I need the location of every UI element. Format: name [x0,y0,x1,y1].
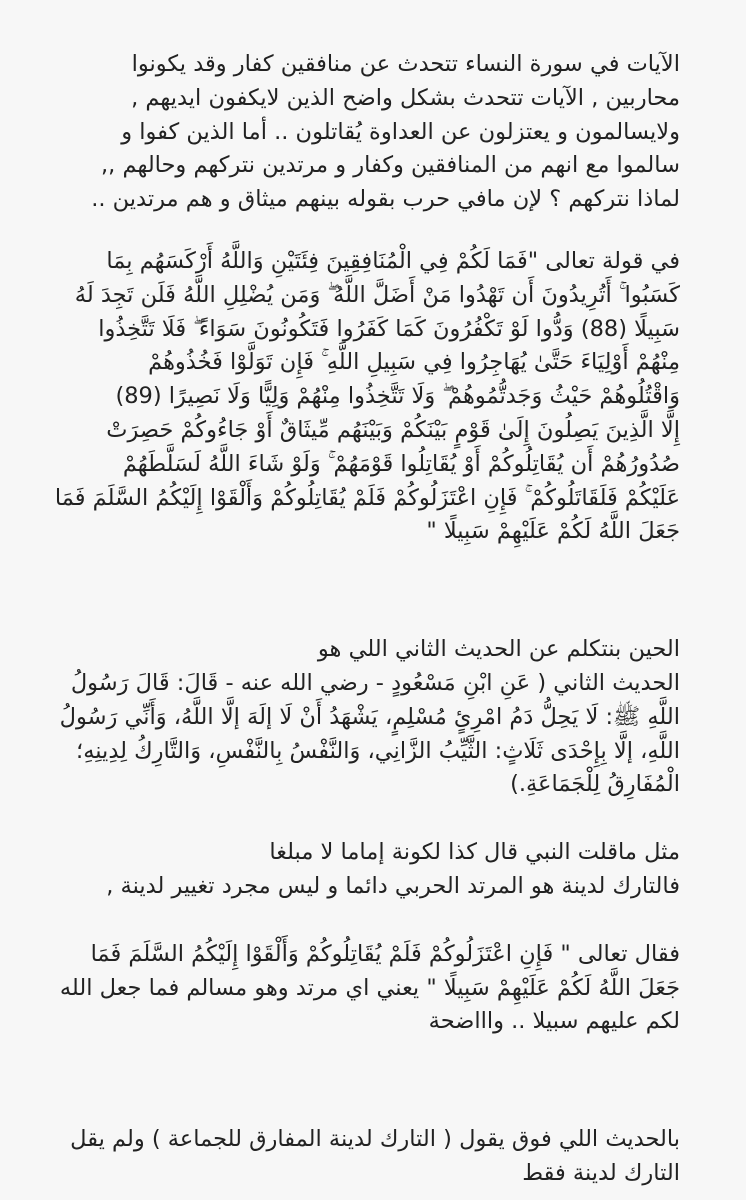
text-line: فقال تعالى " فَإِنِ اعْتَزَلُوكُمْ فَلَمْ يُقَاتِلُوكُمْ وَأَلْقَوْا إِلَيْكُمُ السَّلَمَ فَمَا [90,940,680,967]
text-line: عَلَيْكُمْ فَلَقَاتَلُوكُمْ ۚ فَإِنِ اعْتَزَلُوكُمْ فَلَمْ يُقَاتِلُوكُمْ وَأَلْقَوْا إِلَيْكُمُ السَّلَمَ فَمَا [54,484,680,511]
paragraph-apostate-note [50,836,680,904]
text-line: إِلَّا الَّذِينَ يَصِلُونَ إِلَىٰ قَوْمٍ بَيْنَكُمْ وَبَيْنَهُم مِّيثَاقٌ أَوْ جَاءُوكُمْ حَصِرَتْ [106,416,680,443]
text-line: ولايسالمون و يعتزلون عن العداوة يُقاتلون .. أما الذين كفوا و [121,118,680,145]
text-line: سالموا مع انهم من المنافقين وكفار و مرتدين نتركهم وحالهم ,, [101,152,680,179]
text-line: التارك لدينة فقط [522,1159,680,1186]
paragraph-gap [50,217,680,245]
text-line: جَعَلَ اللَّهُ لَكُمْ عَلَيْهِمْ سَبِيلًا " [426,518,680,545]
text-line: وَاقْتُلُوهُمْ حَيْثُ وَجَدتُّمُوهُمْ ۖ وَلَا تَتَّخِذُوا مِنْهُمْ وَلِيًّا وَلَا نَصِيرًا (89) [115,383,680,410]
text-line: الحديث الثاني ( عَنِ ابْنِ مَسْعُودٍ - رضي الله عنه - قَالَ: قَالَ رَسُولُ [70,669,680,696]
text-line: الآيات في سورة النساء تتحدث عن منافقين كفار وقد يكونوا [131,51,680,77]
paragraph-verse-explanation [50,938,680,1039]
paragraph-gap [50,1039,680,1123]
paragraph-quran-quote [50,245,680,549]
text-line: صُدُورُهُمْ أَن يُقَاتِلُوكُمْ أَوْ يُقَاتِلُوا قَوْمَهُمْ ۚ وَلَوْ شَاءَ اللَّهُ لَسَلَّطَهُمْ [122,450,680,477]
text-line: بالحديث اللي فوق يقول ( التارك لدينة المفارق للجماعة ) ولم يقل [70,1126,680,1153]
paragraph-gap [50,802,680,836]
text-line: لماذا نتركهم ؟ لإن مافي حرب بقوله بينهم ميثاق و هم مرتدين .. [91,186,680,213]
text-line: الحين بنتكلم عن الحديث الثاني اللي هو [317,636,680,663]
text-line: جَعَلَ اللَّهُ لَكُمْ عَلَيْهِمْ سَبِيلًا " يعني اي مرتد وهو مسالم فما جعل الله [59,974,680,1001]
text-line: لكم عليهم سبيلا .. واااضحة [428,1008,680,1035]
text-line: اللَّهِ ﷺ: لَا يَحِلُّ دَمُ امْرِئٍ مُسْلِمٍ، يَشْهَدُ أَنْ لَا إلَهَ إلَّا اللَّهُ، وَأَنِّي رَسُولُ [59,703,680,730]
paragraph-conclusion [50,1123,680,1191]
text-line: في قولة تعالى "فَمَا لَكُمْ فِي الْمُنَافِقِينَ فِئَتَيْنِ وَاللَّهُ أَرْكَسَهُم بِمَا [106,247,680,274]
text-line: محاربين , الآيات تتحدث بشكل واضح الذين لايكفون ايديهم , [131,84,680,111]
paragraph-surat-nisa-intro [50,48,680,217]
text-line: اللَّهِ، إلَّا بِإِحْدَى ثَلَاثٍ: الثَّيِّبُ الزَّانِي، وَالنَّفْسُ بِالنَّفْسِ، وَالتَّارِكُ لِدِينِهِ؛ [76,737,680,764]
text-line: الْمُفَارِقُ لِلْجَمَاعَةِ.) [510,771,680,798]
paragraph-gap [50,549,680,633]
paragraph-gap [50,904,680,938]
paragraph-hadith [50,633,680,802]
text-line: سَبِيلًا (88) وَدُّوا لَوْ تَكْفُرُونَ كَمَا كَفَرُوا فَتَكُونُونَ سَوَاءً ۖ فَلَا تَتَّخِذُوا [98,315,680,342]
text-line: مِنْهُمْ أَوْلِيَاءَ حَتَّىٰ يُهَاجِرُوا فِي سَبِيلِ اللَّهِ ۚ فَإِن تَوَلَّوْا فَخُذُوهُمْ [148,349,680,376]
text-line: مثل ماقلت النبي قال كذا لكونة إماما لا مبلغا [269,839,680,866]
text-line: فالتارك لدينة هو المرتد الحربي دائما و ليس مجرد تغيير لدينة , [106,872,680,899]
text-line: كَسَبُوا ۚ أَتُرِيدُونَ أَن تَهْدُوا مَنْ أَضَلَّ اللَّهُ ۖ وَمَن يُضْلِلِ اللَّهُ فَلَن تَجِدَ لَهُ [74,281,680,308]
